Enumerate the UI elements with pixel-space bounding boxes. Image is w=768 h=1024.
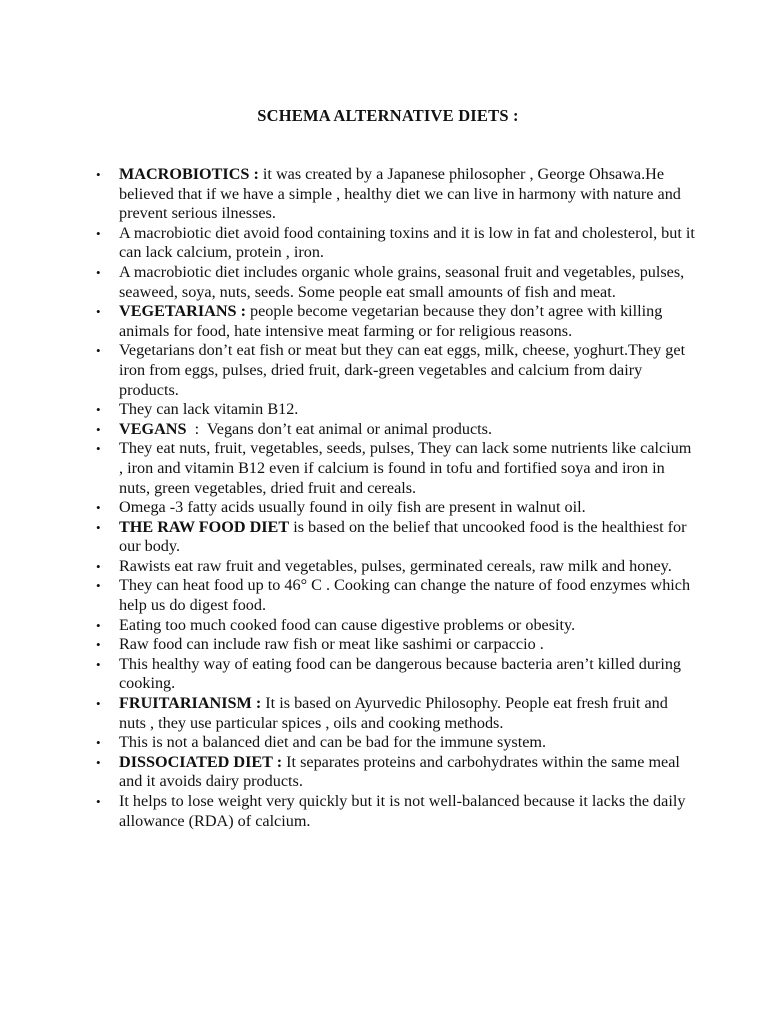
list-item bbox=[96, 400, 696, 420]
bullet-icon: • bbox=[96, 637, 101, 653]
list-item bbox=[96, 341, 696, 400]
item-text: They eat nuts, fruit, vegetables, seeds, pulses, They can lack some nutrients like calcium , iron and vitamin B12 even if calcium is found in tofu and fortified soya and iron in nuts, green vegetables, dried fruit and cereals. bbox=[119, 439, 692, 497]
bullet-icon: • bbox=[96, 617, 101, 633]
list-item bbox=[96, 165, 696, 224]
list-item bbox=[96, 439, 696, 498]
item-text: A macrobiotic diet includes organic whole grains, seasonal fruit and vegetables, pulses, seaweed, soya, nuts, seeds. Some people eat small amounts of fish and meat. bbox=[119, 262, 685, 301]
item-text: Raw food can include raw fish or meat like sashimi or carpaccio . bbox=[119, 635, 544, 654]
item-text: Vegetarians don’t eat fish or meat but they can eat eggs, milk, cheese, yoghurt.They get iron from eggs, pulses, dried fruit, dark-green vegetables and calcium from dairy products. bbox=[119, 341, 686, 399]
item-text: It is based on Ayurvedic Philosophy. People eat fresh fruit and nuts , they use particular spices , oils and cooking methods. bbox=[119, 694, 668, 732]
bullet-icon: • bbox=[96, 696, 101, 712]
item-text: : Vegans don’t eat animal or animal products. bbox=[186, 419, 493, 438]
list-item bbox=[96, 302, 696, 341]
bullet-icon: • bbox=[96, 794, 101, 809]
item-text: it was created by a Japanese philosopher , George Ohsawa.He believed that if we have a simple , healthy diet we can live in harmony with nature and prevent serious ilnesses. bbox=[119, 165, 681, 223]
list-item bbox=[96, 224, 696, 263]
bullet-icon: • bbox=[96, 519, 101, 535]
bullet-icon: • bbox=[96, 421, 101, 437]
bullet-icon: • bbox=[96, 304, 101, 320]
list-item bbox=[96, 498, 696, 518]
document-title: SCHEMA ALTERNATIVE DIETS : bbox=[257, 106, 519, 125]
section-heading: VEGETARIANS : bbox=[119, 302, 246, 321]
list-item bbox=[96, 263, 696, 302]
bullet-icon: • bbox=[96, 558, 101, 574]
list-item bbox=[96, 557, 696, 577]
bullet-icon: • bbox=[96, 225, 101, 241]
item-text: Rawists eat raw fruit and vegetables, pulses, germinated cereals, raw milk and honey. bbox=[119, 556, 672, 575]
list-item bbox=[96, 733, 696, 753]
section-heading: DISSOCIATED DIET : bbox=[119, 752, 283, 771]
item-text: Omega -3 fatty acids usually found in oily fish are present in walnut oil. bbox=[119, 498, 586, 517]
list-item bbox=[96, 635, 696, 655]
bullet-icon: • bbox=[96, 500, 101, 516]
list-item bbox=[96, 420, 696, 440]
bullet-list bbox=[96, 165, 696, 831]
item-text: This healthy way of eating food can be dangerous because bacteria aren’t killed during cooking. bbox=[119, 654, 682, 693]
list-item bbox=[96, 518, 696, 557]
item-text: Eating too much cooked food can cause digestive problems or obesity. bbox=[119, 615, 576, 634]
bullet-icon: • bbox=[96, 735, 101, 751]
section-heading: MACROBIOTICS : bbox=[119, 165, 259, 183]
bullet-icon: • bbox=[96, 441, 101, 457]
bullet-icon: • bbox=[96, 167, 101, 182]
list-item bbox=[96, 753, 696, 792]
item-text: This is not a balanced diet and can be bad for the immune system. bbox=[119, 733, 547, 752]
bullet-icon: • bbox=[96, 656, 101, 672]
list-item bbox=[96, 576, 696, 615]
section-heading: FRUITARIANISM : bbox=[119, 694, 262, 713]
item-text: people become vegetarian because they don’t agree with killing animals for food, hate intensive meat farming or for religious reasons. bbox=[119, 302, 663, 340]
item-text: A macrobiotic diet avoid food containing toxins and it is low in fat and cholesterol, but it can lack calcium, protein , iron. bbox=[119, 223, 695, 262]
item-text: It separates proteins and carbohydrates within the same meal and it avoids dairy products. bbox=[119, 752, 680, 791]
item-text: is based on the belief that uncooked food is the healthiest for our body. bbox=[119, 517, 687, 556]
bullet-icon: • bbox=[96, 343, 101, 359]
bullet-icon: • bbox=[96, 578, 101, 594]
item-text: They can lack vitamin B12. bbox=[119, 400, 299, 419]
section-heading: VEGANS bbox=[119, 419, 187, 438]
bullet-icon: • bbox=[96, 264, 101, 280]
list-item bbox=[96, 655, 696, 694]
list-item bbox=[96, 694, 696, 733]
item-text: They can heat food up to 46° C . Cooking can change the nature of food enzymes which help us do digest food. bbox=[119, 576, 691, 615]
item-text: It helps to lose weight very quickly but it is not well-balanced because it lacks the daily allowance (RDA) of calcium. bbox=[119, 792, 686, 830]
list-item bbox=[96, 616, 696, 636]
bullet-icon: • bbox=[96, 402, 101, 418]
bullet-icon: • bbox=[96, 754, 101, 770]
section-heading: THE RAW FOOD DIET bbox=[119, 517, 290, 536]
list-item bbox=[96, 792, 696, 831]
